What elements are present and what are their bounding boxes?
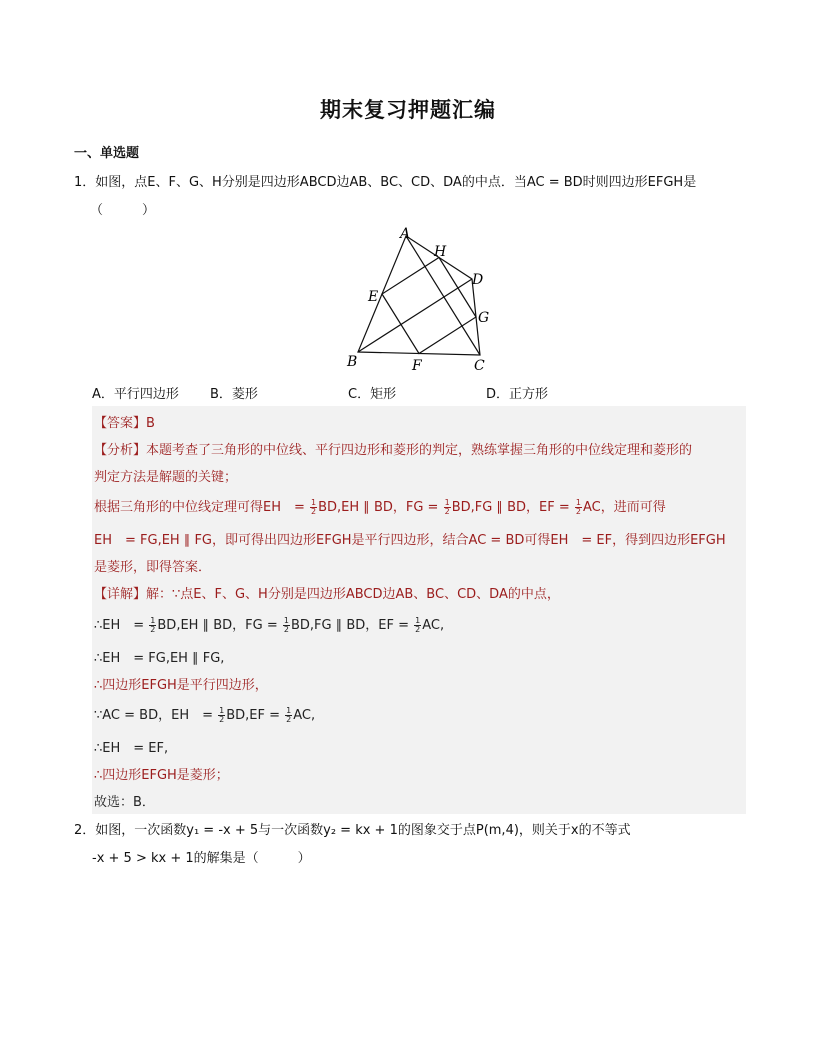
frac-num: 1	[415, 616, 421, 625]
analysis-line-4: EH = FG,EH ∥ FG，即可得出四边形EFGH是平行四边形，结合AC = BD可得EH = EF，得到四边形EFGH	[94, 533, 726, 548]
analysis-line-5: 是菱形，即得答案．	[94, 560, 212, 575]
fraction-half	[283, 617, 290, 634]
detail-text-1: 解：∵点E、F、G、H分别是四边形ABCD边AB、BC、CD、DA的中点，	[146, 587, 560, 602]
frac-num: 1	[311, 498, 317, 507]
fraction-half	[414, 617, 421, 634]
fraction-half	[575, 499, 582, 516]
frac-num: 1	[150, 616, 156, 625]
fraction-half	[285, 707, 292, 724]
detail-5a: ∵AC = BD，EH =	[94, 708, 213, 723]
quadrilateral-svg	[340, 224, 500, 374]
detail-line-8: 故选：B．	[94, 795, 155, 810]
page-title: 期末复习押题汇编	[320, 97, 496, 122]
analysis-label: 【分析】	[94, 443, 147, 458]
detail-line-5	[94, 704, 315, 724]
frac-den: 2	[575, 507, 581, 516]
frac-den: 2	[150, 625, 156, 634]
analysis-3a: 根据三角形的中位线定理可得EH =	[94, 500, 305, 515]
detail-line-3: ∴EH = FG,EH ∥ FG,	[94, 651, 225, 666]
label-f: F	[412, 358, 422, 374]
answer-label: 【答案】	[94, 416, 147, 431]
answer-value: B	[146, 416, 155, 431]
detail-2a: ∴EH =	[94, 618, 145, 633]
option-d[interactable]: D．正方形	[486, 387, 549, 402]
question-1-stem: 1．如图，点E、F、G、H分别是四边形ABCD边AB、BC、CD、DA的中点．当AC = BD时则四边形EFGH是	[74, 175, 697, 190]
analysis-3b: BD,EH ∥ BD，FG =	[318, 500, 439, 515]
fraction-half	[149, 617, 156, 634]
detail-5c: AC,	[293, 708, 316, 723]
detail-line-6: ∴EH = EF,	[94, 741, 169, 756]
detail-label: 【详解】	[94, 587, 147, 602]
frac-den: 2	[283, 625, 289, 634]
label-h: H	[434, 244, 447, 260]
option-b[interactable]: B．菱形	[210, 387, 258, 402]
detail-2d: AC,	[422, 618, 445, 633]
analysis-text-1: 本题考查了三角形的中位线、平行四边形和菱形的判定，熟练掌握三角形的中位线定理和菱形的	[146, 443, 693, 458]
analysis-3d: AC，进而可得	[582, 500, 666, 515]
answer-line	[94, 412, 155, 431]
frac-num: 1	[444, 498, 450, 507]
detail-5b: BD,EF =	[226, 708, 280, 723]
detail-line-2	[94, 614, 444, 634]
label-e: E	[368, 289, 379, 305]
label-g: G	[478, 310, 490, 326]
analysis-line-3	[94, 496, 666, 516]
frac-num: 1	[219, 706, 225, 715]
analysis-line-2: 判定方法是解题的关键；	[94, 470, 238, 485]
frac-den: 2	[286, 715, 292, 724]
quadrilateral-figure	[340, 224, 500, 378]
frac-num: 1	[286, 706, 292, 715]
label-b: B	[347, 354, 358, 370]
label-a: A	[400, 226, 411, 242]
label-d: D	[472, 272, 484, 288]
detail-2b: BD,EH ∥ BD，FG =	[157, 618, 278, 633]
option-c[interactable]: C．矩形	[348, 387, 397, 402]
question-2-line-1: 2．如图，一次函数y₁ = -x + 5与一次函数y₂ = kx + 1的图象交于点P(m,4)，则关于x的不等式	[74, 823, 631, 838]
frac-num: 1	[283, 616, 289, 625]
analysis-line-1	[94, 439, 692, 458]
frac-den: 2	[444, 507, 450, 516]
detail-line-1	[94, 583, 560, 602]
frac-den: 2	[415, 625, 421, 634]
section-heading: 一、单选题	[74, 146, 140, 161]
frac-den: 2	[311, 507, 317, 516]
question-1-paren: （ ）	[90, 203, 156, 218]
detail-line-4: ∴四边形EFGH是平行四边形，	[94, 678, 268, 693]
option-a[interactable]: A．平行四边形	[92, 387, 179, 402]
frac-num: 1	[575, 498, 581, 507]
label-c: C	[474, 358, 485, 374]
fraction-half	[310, 499, 317, 516]
detail-2c: BD,FG ∥ BD，EF =	[290, 618, 409, 633]
frac-den: 2	[219, 715, 225, 724]
detail-line-7: ∴四边形EFGH是菱形；	[94, 768, 229, 783]
fraction-half	[444, 499, 451, 516]
question-2-line-2: -x + 5 > kx + 1的解集是（ ）	[92, 851, 311, 866]
analysis-3c: BD,FG ∥ BD，EF =	[451, 500, 570, 515]
fraction-half	[218, 707, 225, 724]
